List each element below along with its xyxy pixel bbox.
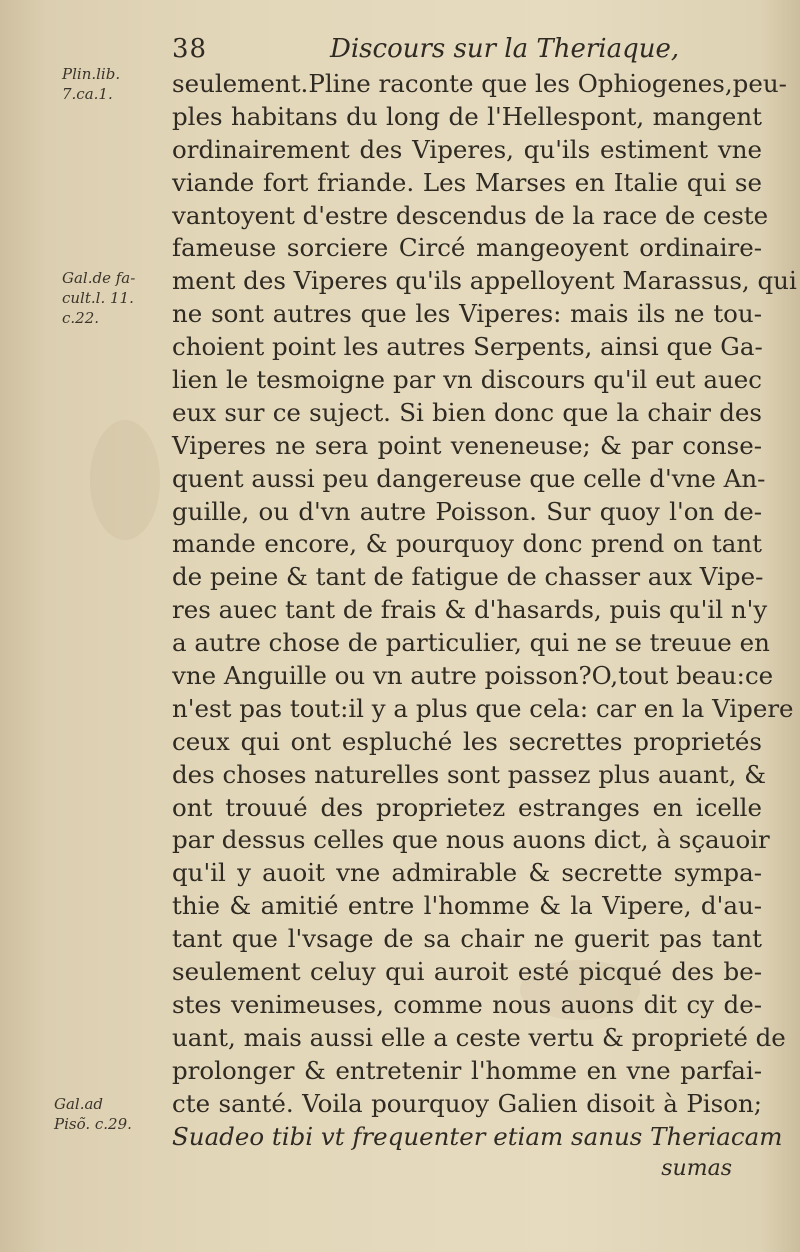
- margin-notes: [0, 0, 170, 1252]
- margin-note-line: Gal.ad: [54, 1095, 104, 1113]
- margin-note-line: Pisõ. c.29.: [54, 1115, 132, 1133]
- text-line: res auec tant de frais & d'hasards, puis qu'il n'y: [172, 595, 768, 625]
- margin-note-line: Gal.de fa-: [62, 269, 136, 287]
- margin-note-line: 7.ca.1.: [62, 85, 113, 103]
- text-line: ordinairement des Viperes, qu'ils estiment vne: [172, 134, 762, 164]
- text-line: n'est pas tout:il y a plus que cela: car en la Vipere: [172, 693, 794, 723]
- text-line: tant que l'vsage de sa chair ne guerit pas tant: [172, 924, 762, 954]
- running-title: Discours sur la Theriaque,: [330, 34, 680, 64]
- text-line: des choses naturelles sont passez plus auant, &: [172, 759, 767, 789]
- text-line: vne Anguille ou vn autre poisson?O,tout beau:ce: [172, 661, 774, 691]
- text-line: stes venimeuses, comme nous auons dit cy de-: [172, 989, 762, 1019]
- catchword: sumas: [661, 1156, 732, 1182]
- text-line: eux sur ce suject. Si bien donc que la chair des: [172, 397, 762, 427]
- text-line: uant, mais aussi elle a ceste vertu & proprieté de: [172, 1022, 786, 1052]
- margin-note-pliny: [62, 64, 172, 104]
- text-line: vantoyent d'estre descendus de la race de ceste: [172, 200, 769, 230]
- text-line: thie & amitié entre l'homme & la Vipere, d'au-: [172, 891, 762, 921]
- text-line: quent aussi peu dangereuse que celle d'vne An-: [172, 463, 766, 493]
- text-line: ont trouué des proprietez estranges en icelle: [172, 792, 762, 822]
- text-line: qu'il y auoit vne admirable & secrette sympa-: [172, 858, 762, 888]
- latin-quote-line: Suadeo tibi vt frequenter etiam sanus Theriacam: [172, 1121, 783, 1151]
- margin-note-galen-facult: [62, 268, 172, 328]
- text-line: lien le tesmoigne par vn discours qu'il eut auec: [172, 365, 762, 395]
- text-line: Viperes ne sera point veneneuse; & par conse-: [172, 430, 762, 460]
- text-line: mande encore, & pourquoy donc prend on tant: [172, 529, 762, 559]
- text-line: viande fort friande. Les Marses en Italie qui se: [172, 167, 762, 197]
- text-line: fameuse sorciere Circé mangeoyent ordinaire-: [172, 233, 762, 263]
- margin-note-line: cult.l. 11.: [62, 289, 134, 307]
- text-line: ceux qui ont espluché les secrettes proprietés: [172, 726, 762, 756]
- text-line: cte santé. Voila pourquoy Galien disoit à Pison;: [172, 1088, 762, 1118]
- text-line: guille, ou d'vn autre Poisson. Sur quoy l'on de-: [172, 496, 762, 526]
- text-line: prolonger & entretenir l'homme en vne parfai-: [172, 1055, 762, 1085]
- text-line: a autre chose de particulier, qui ne se treuue en: [172, 628, 770, 658]
- text-line: choient point les autres Serpents, ainsi que Ga-: [172, 332, 763, 362]
- text-line: ment des Viperes qu'ils appelloyent Marassus, qui: [172, 266, 797, 296]
- margin-note-line: Plin.lib.: [62, 65, 121, 83]
- text-line: par dessus celles que nous auons dict, à sçauoir: [172, 825, 770, 855]
- text-line: de peine & tant de fatigue de chasser aux Vipe-: [172, 562, 764, 592]
- text-line: seulement celuy qui auroit esté picqué des be-: [172, 957, 762, 987]
- text-line: seulement.Pline raconte que les Ophiogenes,peu-: [172, 69, 787, 98]
- text-line: ne sont autres que les Viperes: mais ils ne tou-: [172, 299, 762, 329]
- margin-note-line: c.22.: [62, 309, 100, 327]
- body-text: [172, 68, 797, 1186]
- margin-note-galen-piso: [54, 1094, 164, 1134]
- page-number: 38: [172, 34, 208, 64]
- text-line: ples habitans du long de l'Hellespont, mangent: [172, 101, 762, 131]
